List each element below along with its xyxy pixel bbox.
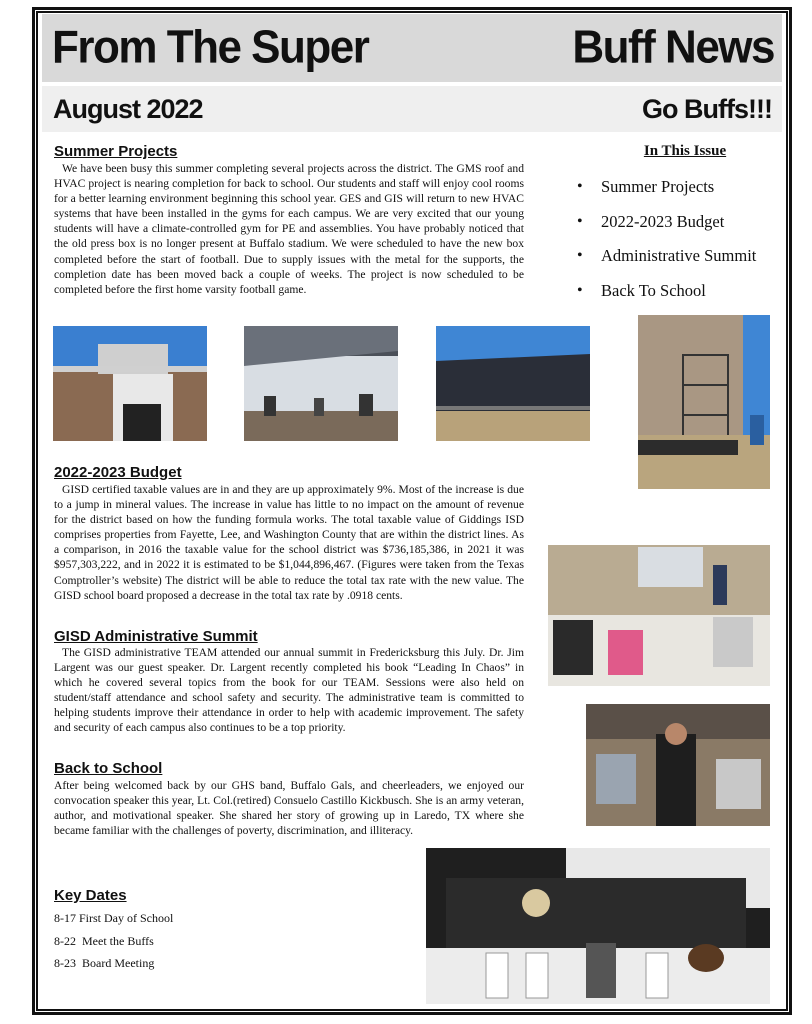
toc-list [577, 170, 756, 308]
toc-item: • Summer Projects [577, 170, 756, 205]
issue-date: August 2022 [53, 94, 203, 124]
section-heading-school: Back to School [54, 760, 163, 777]
section-heading-summit: GISD Administrative Summit [54, 628, 258, 645]
key-date-item: 8-17 First Day of School [54, 911, 174, 925]
stadium-photo [436, 326, 590, 441]
toc-item: • 2022-2023 Budget [577, 205, 756, 240]
press-box-photo [638, 315, 770, 489]
section-heading-summer: Summer Projects [54, 143, 178, 160]
school-building-photo [53, 326, 207, 441]
section-body-summer: We have been busy this summer completing several projects across the district. The GMS roof and HVAC project is nearing completion for back to school. Our students and staff will enjoy cool rooms for a better learning environment beginning this school year. GES and GIS will return to new HVAC systems that have been installed in the gyms for each campus. We are very excited that our young students will have a climate-controlled gym for PE and assemblies. You have probably noticed that the old press box is no longer present at Buffalo stadium. We were scheduled to have the new box completed before the start of football. Due to supply issues with the metal for the supports, the completion date has been moved back a couple of weeks. The project is now scheduled to be completed before the first home varsity football game. [54, 162, 524, 296]
summit-meeting-photo [548, 545, 770, 686]
gym-interior-photo [244, 326, 398, 441]
key-date-item: 8-22 Meet the Buffs [54, 933, 154, 948]
toc-item: • Administrative Summit [577, 239, 756, 274]
section-body-school: After being welcomed back by our GHS band, Buffalo Gals, and cheerleaders, we enjoyed our convocation speaker this year, Lt. Col.(retired) Consuelo Castillo Kickbusch. She is an army veteran, author, and motivational speaker. She shared her story of growing up in Laredo, TX where she became familiar with the challenges of poverty, discrimination, and illiteracy. [54, 779, 524, 838]
band-performance-photo [426, 848, 770, 1004]
newsletter-name: Buff News [572, 21, 774, 74]
slogan: Go Buffs!!! [642, 94, 772, 124]
section-body-summit: The GISD administrative TEAM attended our annual summit in Fredericksburg this July. Dr. Jim Largent was our guest speaker. Dr. Largent recently completed his book “Leading In Chaos” in which he covered several topics from the book for our TEAM. Sessions were also held on student/staff attendance and school safety and security. The administrative team is committed to helping students improve their attendance in order to help with academic improvement. The safety and security of each campus also continues to be a top priority. [54, 646, 524, 735]
issue-bar [42, 86, 782, 132]
key-date-item: 8-23 Board Meeting [54, 956, 155, 970]
newsletter-title: From The Super [52, 21, 369, 74]
section-heading-budget: 2022-2023 Budget [54, 464, 182, 481]
key-dates-heading: Key Dates [54, 887, 127, 904]
toc-title: In This Issue [643, 143, 727, 159]
masthead [42, 14, 782, 82]
speaker-photo [586, 704, 770, 826]
section-body-budget: GISD certified taxable values are in and they are up approximately 9%. Most of the increase is due to a jump in mineral values. The increase in value has little to no impact on the amount of revenue for the district based on how the funding formula works. The total taxable value of Giddings ISD comprises properties from Fayette, Lee, and Washington County that are within the district lines. As a comparison, in 2016 the taxable value for the school district was $736,185,386, in 2021 it was $957,303,222, and in 2022 it is estimated to be $1,044,896,467. (Figures were taken from the Texas Comptroller’s website) The district will be able to reduce the total tax rate with the new value. The GISD school board proposed a decrease in the total tax rate by .0918 cents. [54, 483, 524, 602]
key-dates-list [54, 907, 173, 975]
toc-item: • Back To School [577, 274, 756, 309]
